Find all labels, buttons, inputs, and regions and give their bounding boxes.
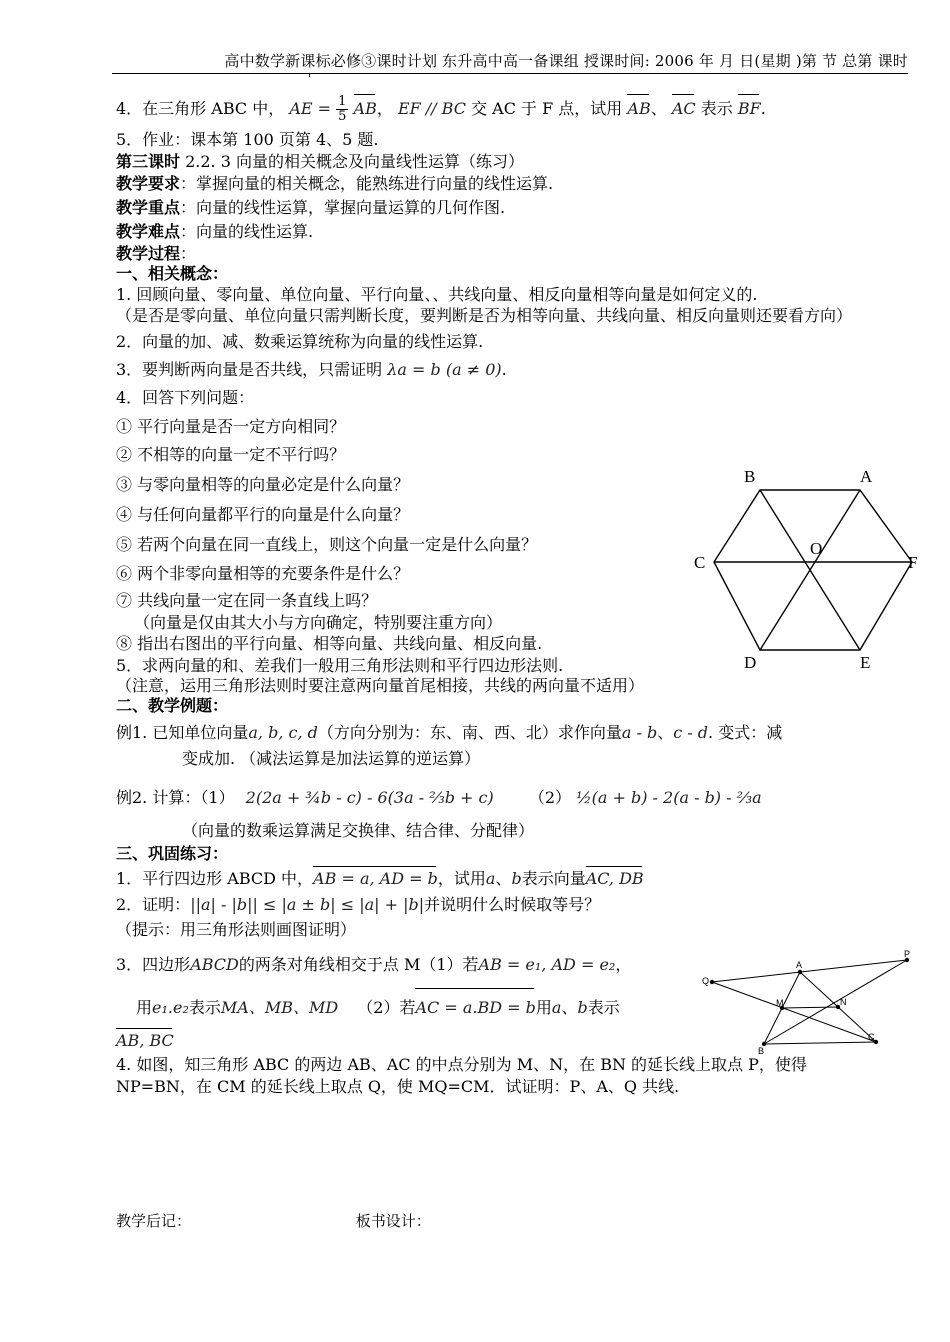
- math-triangle-inequality: ||a| - |b|| ≤ |a ± b| ≤ |a| + |b|: [190, 895, 425, 914]
- exercise-2-note: （提示：用三角形法则画图证明）: [116, 920, 357, 939]
- concept-5: 5．求两向量的和、差我们一般用三角形法则和平行四边形法则.: [116, 656, 564, 675]
- question-8: ⑧ 指出右图出的平行向量、相等向量、共线向量、相反向量.: [116, 634, 543, 653]
- label-a2: A: [796, 960, 803, 970]
- label-d: D: [744, 653, 757, 672]
- section-concepts: 一、相关概念：: [116, 264, 229, 283]
- math-expression-2: ½(a + b) - 2(a - b) - ⅔a: [576, 788, 762, 807]
- example-1: 例1. 已知单位向量a, b, c, d（方向分别为：东、南、西、北）求作向量a - b、c - d. 变式：减: [116, 723, 783, 742]
- triangle-pq-figure: [700, 950, 920, 1060]
- question-2: ② 不相等的向量一定不平行吗？: [116, 445, 346, 464]
- label-e: E: [860, 653, 871, 672]
- concept-4: 4．回答下列问题：: [116, 388, 255, 407]
- footer-notes-label: 教学后记：: [116, 1212, 192, 1230]
- label-a: A: [860, 467, 873, 486]
- section-exercises: 三、巩固练习：: [116, 844, 229, 863]
- vector-ac: AC: [672, 94, 696, 124]
- line-item-4: 4．在三角形 ABC 中， AE = $\frac{1}{5}$ AB， EF // BC 交 AC 于 F 点，试用 AB、 AC 表示 BF.: [116, 94, 766, 124]
- line-qc: [712, 982, 876, 1042]
- math-ac-bd: AC = a.BD = b: [415, 988, 535, 1028]
- label-f: F: [908, 553, 918, 572]
- math-a-minus-b: a - b: [621, 723, 658, 742]
- math-ab-bc: AB, BC: [116, 1028, 174, 1054]
- question-7-note: （向量是仅由其大小与方向确定，特别要注重方向）: [134, 613, 503, 632]
- label-n: N: [840, 997, 847, 1007]
- question-3: ③ 与零向量相等的向量必定是什么向量？: [116, 475, 410, 494]
- concept-1-note: （是否是零向量、单位向量只需判断长度，要判断是否为相等向量、共线向量、相反向量则还要看方向）: [116, 306, 853, 325]
- concept-3: 3．要判断两向量是否共线，只需证明 λa = b (a ≠ 0).: [116, 360, 507, 379]
- exercise-2: 2．证明：||a| - |b|| ≤ |a ± b| ≤ |a| + |b|并说明什么时候取等号？: [116, 895, 601, 914]
- question-1: ① 平行向量是否一定方向相同？: [116, 417, 346, 436]
- vector-bf: BF: [738, 94, 761, 124]
- math-c-minus-d: c - d: [673, 723, 709, 742]
- example-1-cont: 变成加. （减法运算是加法运算的逆运算）: [182, 749, 481, 768]
- exercise-4: 4. 如图，知三角形 ABC 的两边 AB、AC 的中点分别为 M、N，在 BN 的延长线上取点 P，使得 NP=BN，在 CM 的延长线上取点 Q，使 MQ=CM．试证明：P、A、Q 共线.: [116, 1055, 807, 1096]
- math-expression-1: 2(2a + ¾b - c) - 6(3a - ⅔b + c): [245, 788, 494, 807]
- page-header: 高中数学新课标必修③课时计划 东升高中高一备课组 授课时间: 2006 年 月 日(星期 )第 节 总第 课时: [112, 50, 908, 74]
- example-2-note: （向量的数乘运算满足交换律、结合律、分配律）: [182, 821, 535, 840]
- footer: [116, 1210, 431, 1231]
- concept-2: 2．向量的加、减、数乘运算统称为向量的线性运算.: [116, 332, 484, 351]
- exercise-1: 1．平行四边形 ABCD 中，AB = a, AD = b，试用a、b表示向量AC, DB: [116, 866, 911, 892]
- math-unit-vectors: a, b, c, d: [248, 723, 318, 742]
- math-abcd: ABCD: [190, 955, 239, 974]
- stray-mark: ': [308, 72, 312, 86]
- footer-board-label: 板书设计：: [355, 1212, 431, 1230]
- hexagon-outline: [714, 490, 912, 650]
- line-mn: [782, 1007, 838, 1008]
- vector-ab: AB: [354, 94, 377, 124]
- label-m: M: [776, 998, 784, 1008]
- concept-5-note: （注意，运用三角形法则时要注意两向量首尾相接，共线的两向量不适用）: [116, 676, 645, 695]
- line-qp: [712, 960, 907, 982]
- question-6: ⑥ 两个非零向量相等的充要条件是什么？: [116, 564, 410, 583]
- example-2: 例2. 计算：（1） 2(2a + ¾b - c) - 6(3a - ⅔b + c) （2） ½(a + b) - 2(a - b) - ⅔a: [116, 788, 762, 807]
- label-q: Q: [702, 976, 710, 986]
- exercise-3: 3．四边形ABCD的两条对角线相交于点 M（1）若AB = e₁, AD = e₂，: [116, 955, 632, 974]
- label-o: O: [810, 539, 823, 558]
- question-5: ⑤ 若两个向量在同一直线上，则这个向量一定是什么向量？: [116, 535, 538, 554]
- hexagon-figure: [690, 462, 930, 674]
- math-ab-ad: AB = a, AD = b: [313, 866, 438, 892]
- math-ac-db: AC, DB: [586, 866, 644, 892]
- line-item-5: 5．作业：课本第 100 页第 4、5 题.: [116, 130, 379, 149]
- question-7: ⑦ 共线向量一定在同一条直线上吗？: [116, 591, 378, 610]
- math-ab-e1-ad-e2: AB = e₁, AD = e₂: [478, 955, 616, 974]
- teaching-difficulty: 教学难点：向量的线性运算.: [116, 222, 314, 241]
- vector-ab-2: AB: [627, 94, 650, 124]
- lesson-title: 第三课时 2.2. 3 向量的相关概念及向量线性运算（练习）: [116, 152, 524, 171]
- teaching-requirement: 教学要求：掌握向量的相关概念，能熟练进行向量的线性运算.: [116, 174, 554, 193]
- math-ae: AE =: [289, 99, 332, 118]
- math-lambda-condition: λa = b (a ≠ 0): [387, 360, 502, 379]
- line-bc: [764, 1042, 876, 1044]
- fraction-one-fifth: $\frac{1}{5}$: [338, 94, 347, 124]
- label-c2: C: [868, 1032, 875, 1042]
- teaching-process: 教学过程：: [116, 244, 197, 263]
- section-examples: 二、教学例题：: [116, 696, 229, 715]
- label-c: C: [694, 553, 706, 572]
- teaching-key-point: 教学重点：向量的线性运算，掌握向量运算的几何作图.: [116, 198, 506, 217]
- math-ef-parallel-bc: EF // BC: [397, 99, 466, 118]
- label-p: P: [904, 950, 911, 959]
- concept-1: 1. 回顾向量、零向量、单位向量、平行向量、、共线向量、相反向量相等向量是如何定义的.: [116, 285, 758, 304]
- question-4: ④ 与任何向量都平行的向量是什么向量？: [116, 505, 410, 524]
- exercise-3-part: 用e₁.e₂表示MA、MB、MD （2）若AC = a.BD = b用a、b表示: [116, 988, 911, 1028]
- label-b2: B: [758, 1046, 765, 1056]
- label-b: B: [744, 467, 756, 486]
